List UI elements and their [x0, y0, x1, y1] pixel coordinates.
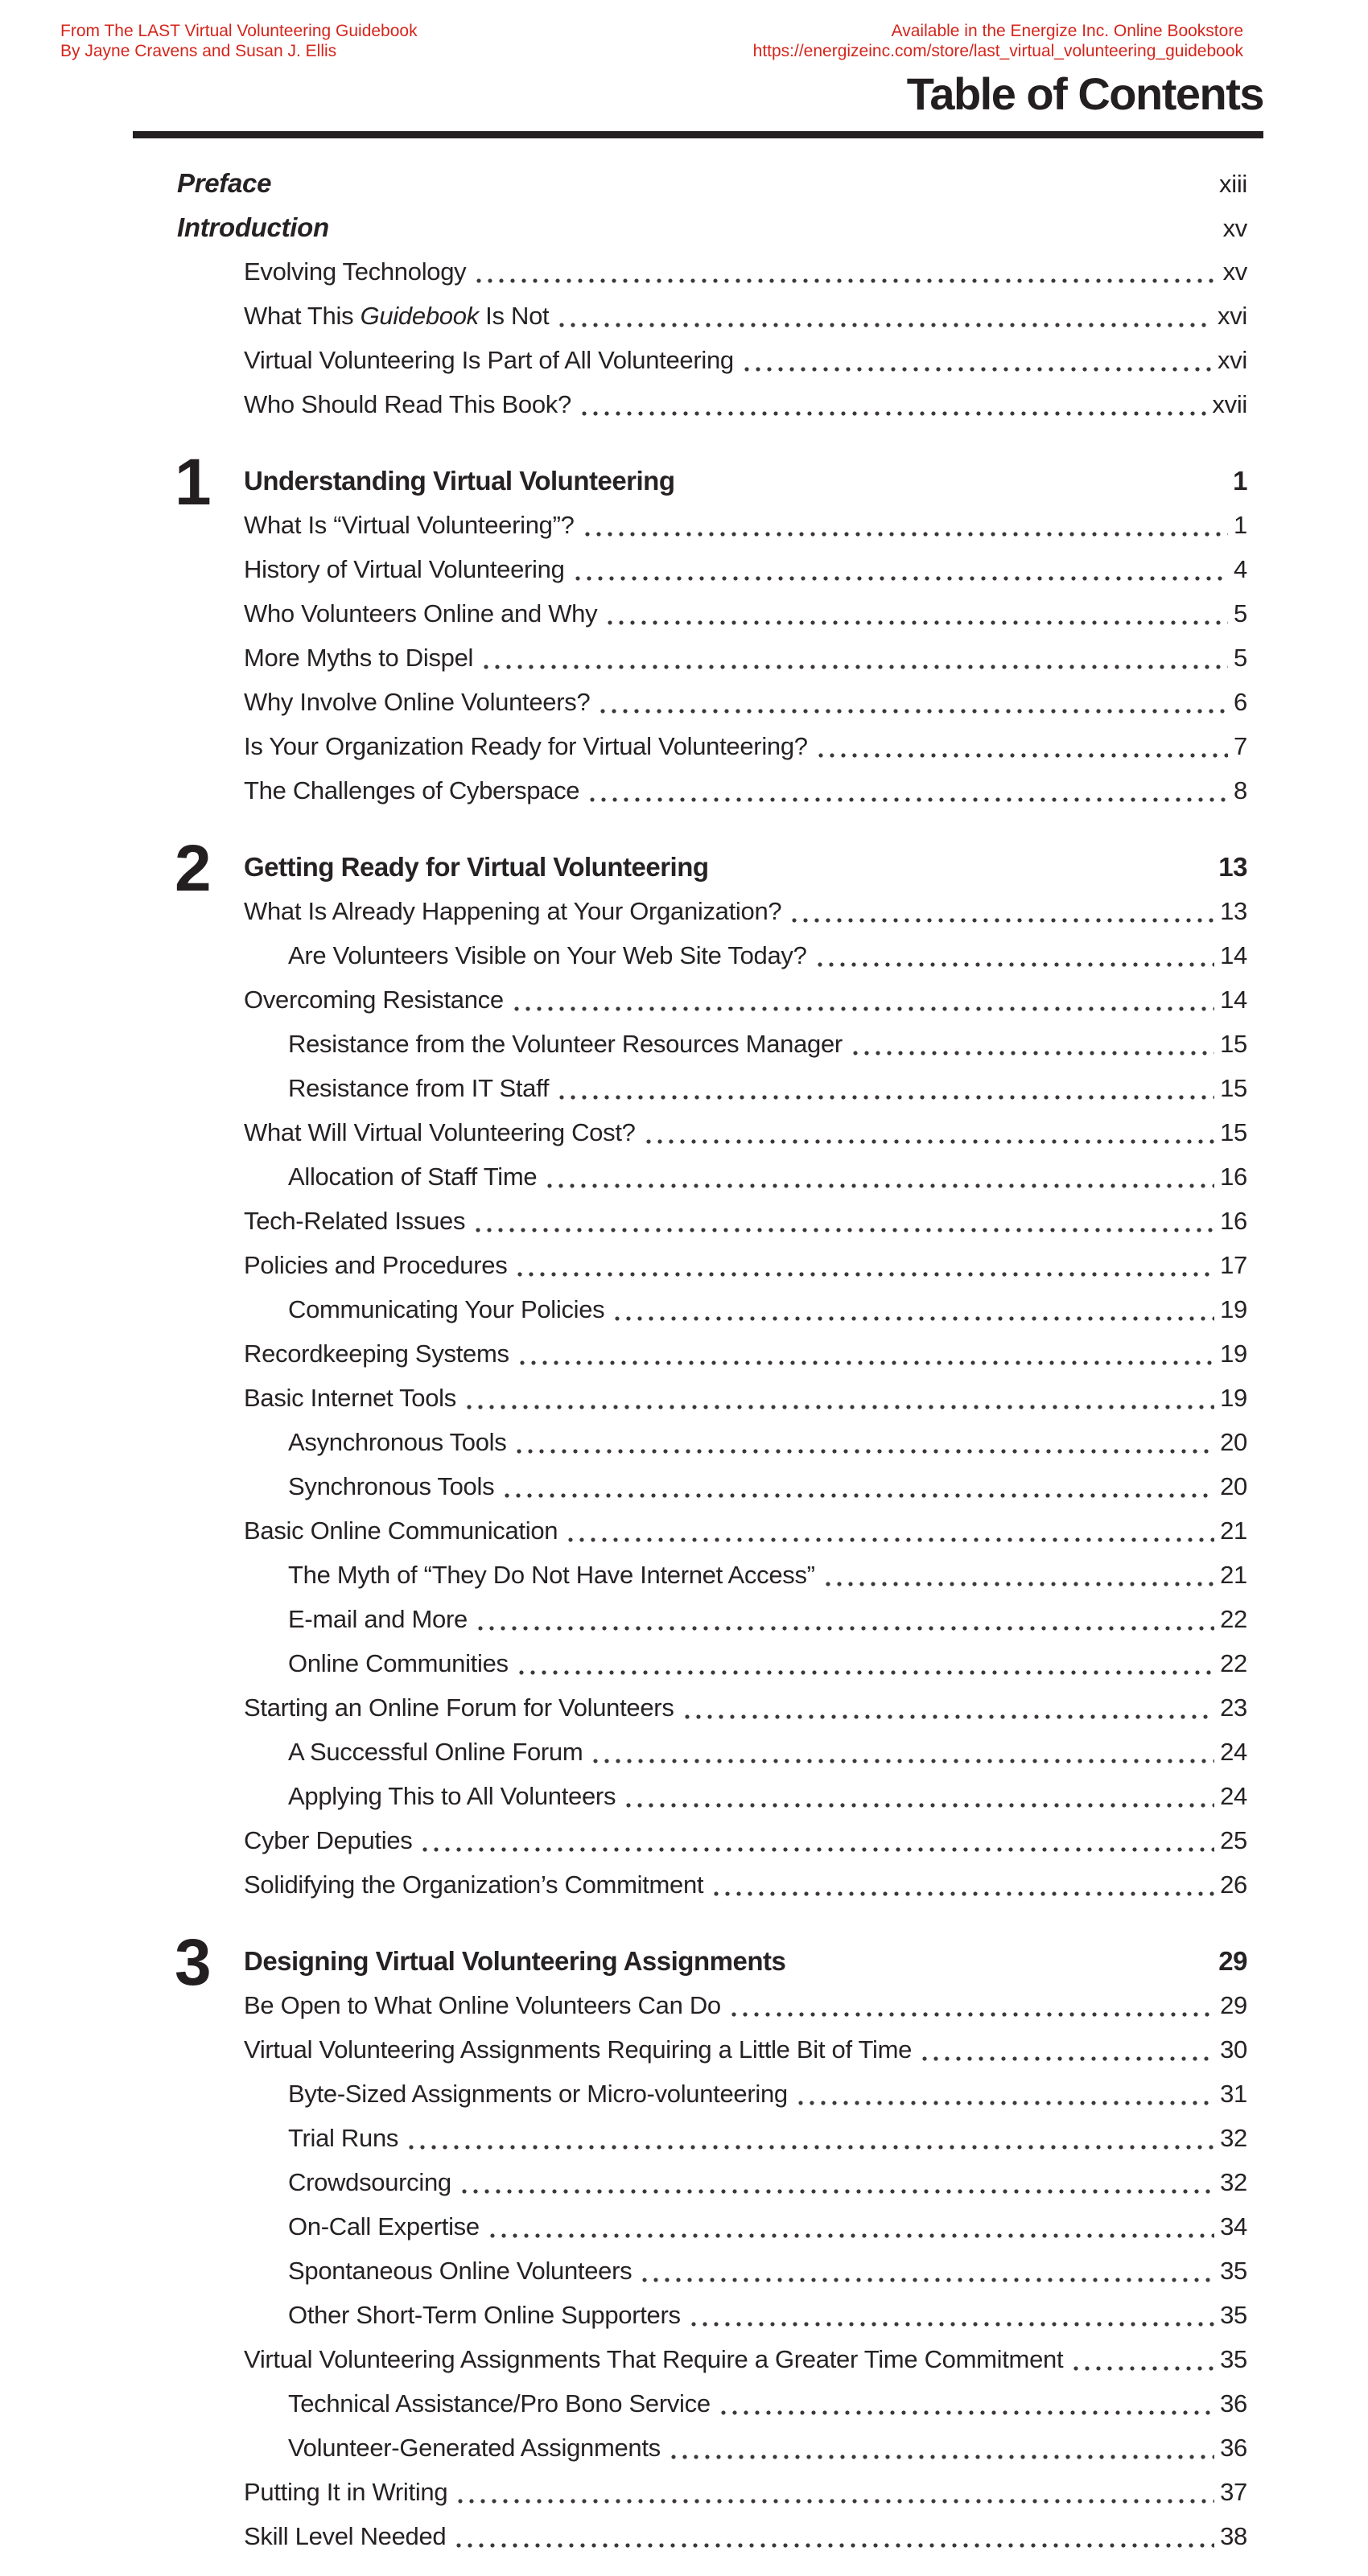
dot-leader [612, 1287, 1214, 1331]
entry-title: Skill Level Needed [244, 2522, 447, 2550]
entry-title: Understanding Virtual Volunteering [244, 466, 675, 496]
page-number: 15 [1220, 1074, 1247, 1102]
entry-title: What Is “Virtual Volunteering”? [244, 511, 575, 539]
page-number: 31 [1220, 2080, 1247, 2108]
toc-chapter-row [133, 832, 1247, 905]
dot-leader [643, 1110, 1215, 1154]
toc-entry-row [133, 1818, 1247, 1862]
page-number: 5 [1234, 644, 1247, 672]
toc-entry-row [133, 1066, 1247, 1110]
page-number: 35 [1220, 2301, 1247, 2329]
toc-entry-row [133, 1862, 1247, 1907]
page-number: xvi [1218, 346, 1247, 374]
toc-entry-row [133, 2072, 1247, 2116]
entry-title: Solidifying the Organization’s Commitment [244, 1870, 704, 1899]
toc-entry-row [133, 161, 1247, 205]
page-number: 4 [1234, 555, 1247, 583]
page-number: 1 [1234, 511, 1247, 539]
entry-title: Technical Assistance/Pro Bono Service [288, 2389, 711, 2418]
entry-title: What This Guidebook Is Not [244, 302, 550, 330]
entry-title: Introduction [177, 212, 329, 242]
dot-leader [472, 1199, 1214, 1243]
page-number: 35 [1220, 2257, 1247, 2285]
entry-title: Basic Online Communication [244, 1516, 558, 1545]
page-number: 13 [1218, 852, 1247, 882]
entry-title: A Successful Online Forum [288, 1738, 583, 1766]
toc-entry-row [133, 2293, 1247, 2337]
toc-entry-row [133, 1508, 1247, 1553]
attribution-line-2: By Jayne Cravens and Susan J. Ellis [60, 42, 337, 60]
dot-leader [1070, 2337, 1214, 2381]
page-number: 7 [1234, 732, 1247, 760]
page-number: 15 [1220, 1118, 1247, 1146]
entry-title: Why Involve Online Volunteers? [244, 688, 591, 716]
dot-leader [919, 2027, 1214, 2072]
toc-entry-row [133, 933, 1247, 977]
dot-leader [718, 2381, 1214, 2426]
dot-leader [741, 338, 1212, 382]
page-number: 21 [1220, 1516, 1247, 1545]
toc-entry-row [133, 1641, 1247, 1685]
page-number: 32 [1220, 2168, 1247, 2196]
entry-title: Cyber Deputies [244, 1826, 413, 1854]
toc-entry-row [133, 1553, 1247, 1597]
entry-title: Resistance from the Volunteer Resources Manager [288, 1030, 843, 1058]
entry-title: Getting Ready for Virtual Volunteering [244, 852, 709, 882]
dot-leader [514, 1243, 1214, 1287]
dot-leader [419, 1818, 1214, 1862]
dot-leader [475, 1597, 1214, 1641]
dot-leader [453, 2514, 1214, 2558]
page-number: 29 [1220, 1991, 1247, 2019]
entry-title: Designing Virtual Volunteering Assignments [244, 1946, 786, 1976]
entry-title: Who Volunteers Online and Why [244, 599, 598, 628]
toc-entry-row [133, 249, 1247, 294]
entry-title: The Challenges of Cyberspace [244, 776, 580, 804]
entry-title: Starting an Online Forum for Volunteers [244, 1693, 674, 1722]
dot-leader [501, 1464, 1214, 1508]
attribution-line-1: From The LAST Virtual Volunteering Guidebook [60, 22, 418, 40]
page-number: 13 [1220, 897, 1247, 925]
toc-entry-row [133, 1243, 1247, 1287]
entry-title: Applying This to All Volunteers [288, 1782, 616, 1810]
dot-leader [711, 1862, 1214, 1907]
toc-entry-row [133, 1022, 1247, 1066]
page-number: xvi [1218, 302, 1247, 330]
page-number: 19 [1220, 1339, 1247, 1368]
dot-leader [487, 2204, 1214, 2249]
page-number: 32 [1220, 2124, 1247, 2152]
dot-leader [455, 2470, 1214, 2514]
page-number: 20 [1220, 1428, 1247, 1456]
toc-entry-row [133, 1199, 1247, 1243]
toc-entry-row [133, 1597, 1247, 1641]
dot-leader [516, 1641, 1214, 1685]
bookstore-url-link[interactable]: https://energizeinc.com/store/last_virtual_volunteering_guidebook [752, 42, 1243, 60]
page-number: 29 [1218, 1946, 1247, 1976]
entry-title: Virtual Volunteering Assignments That Require a Greater Time Commitment [244, 2345, 1064, 2373]
entry-title: Spontaneous Online Volunteers [288, 2257, 632, 2285]
toc-entry-row [133, 1774, 1247, 1818]
bookstore-line: Available in the Energize Inc. Online Bookstore [891, 22, 1243, 40]
dot-leader [623, 1774, 1214, 1818]
toc-entry-row [133, 2426, 1247, 2470]
dot-leader [688, 2293, 1214, 2337]
toc-entry-row [133, 205, 1247, 249]
entry-title: Preface [177, 168, 272, 198]
page-number: 1 [1233, 466, 1247, 496]
toc-entry-row [133, 1287, 1247, 1331]
toc-entry-row [133, 1685, 1247, 1730]
dot-leader [814, 933, 1215, 977]
entry-title: Asynchronous Tools [288, 1428, 507, 1456]
dot-leader [582, 503, 1228, 547]
dot-leader [513, 1420, 1214, 1464]
dot-leader [728, 1983, 1214, 2027]
dot-leader [795, 2072, 1214, 2116]
page-number: 24 [1220, 1782, 1247, 1810]
toc-entry-row [133, 768, 1247, 813]
toc-entry-row [133, 724, 1247, 768]
entry-title: More Myths to Dispel [244, 644, 474, 672]
dot-leader [511, 977, 1214, 1022]
entry-title: Volunteer-Generated Assignments [288, 2434, 661, 2462]
dot-leader [822, 1553, 1214, 1597]
page-number: 36 [1220, 2389, 1247, 2418]
chapter-number: 3 [175, 1926, 209, 1999]
entry-title: What Will Virtual Volunteering Cost? [244, 1118, 636, 1146]
page-number: xvii [1212, 390, 1247, 418]
entry-title: The Myth of “They Do Not Have Internet Access” [288, 1561, 815, 1589]
entry-title: Allocation of Staff Time [288, 1162, 538, 1191]
toc-entry-row [133, 636, 1247, 680]
dot-leader [517, 1331, 1214, 1376]
page-number: 22 [1220, 1649, 1247, 1677]
dot-leader [590, 1730, 1214, 1774]
toc-entry-row [133, 977, 1247, 1022]
toc-entry-row [133, 338, 1247, 382]
page-number: 26 [1220, 1870, 1247, 1899]
page-number: 6 [1234, 688, 1247, 716]
toc-entry-row [133, 2381, 1247, 2426]
dot-leader [473, 249, 1217, 294]
dot-leader [556, 294, 1212, 338]
entry-title: Byte-Sized Assignments or Micro-volunteering [288, 2080, 788, 2108]
dot-leader [604, 591, 1228, 636]
entry-title: What Is Already Happening at Your Organization? [244, 897, 782, 925]
entry-title: Are Volunteers Visible on Your Web Site Today? [288, 941, 807, 969]
toc-entry-row [133, 1331, 1247, 1376]
page-number: 17 [1220, 1251, 1247, 1279]
dot-leader [597, 680, 1228, 724]
toc-entry-row [133, 1983, 1247, 2027]
entry-title: Virtual Volunteering Is Part of All Volunteering [244, 346, 734, 374]
toc-entry-row [133, 547, 1247, 591]
entry-title: On-Call Expertise [288, 2212, 480, 2241]
entry-title: Tech-Related Issues [244, 1207, 466, 1235]
entry-title: Be Open to What Online Volunteers Can Do [244, 1991, 721, 2019]
dot-leader [406, 2116, 1214, 2160]
title-rule [133, 131, 1263, 138]
entry-title: Online Communities [288, 1649, 509, 1677]
toc-entry-row [133, 2514, 1247, 2558]
toc-chapter-row [133, 446, 1247, 519]
dot-leader [815, 724, 1228, 768]
page-number: 36 [1220, 2434, 1247, 2462]
page-number: 8 [1234, 776, 1247, 804]
chapter-number: 2 [175, 832, 209, 905]
toc-entry-row [133, 1376, 1247, 1420]
dot-leader [556, 1066, 1214, 1110]
page-number: xv [1222, 257, 1247, 286]
toc-entry-row [133, 1110, 1247, 1154]
bookstore-info [753, 21, 1243, 61]
page-number: xiii [1219, 170, 1247, 198]
dot-leader [587, 768, 1228, 813]
dot-leader [459, 2160, 1214, 2204]
toc-entry-row [133, 1420, 1247, 1464]
entry-title: E-mail and More [288, 1605, 468, 1633]
toc-entry-row [133, 2116, 1247, 2160]
page-number: 15 [1220, 1030, 1247, 1058]
toc-entry-row [133, 294, 1247, 338]
toc-entry-row [133, 1730, 1247, 1774]
entry-title: Recordkeeping Systems [244, 1339, 509, 1368]
dot-leader [544, 1154, 1214, 1199]
toc-entry-row [133, 2204, 1247, 2249]
dot-leader [565, 1508, 1214, 1553]
toc-entry-row [133, 2470, 1247, 2514]
page-number: 16 [1220, 1162, 1247, 1191]
page-title: Table of Contents [906, 68, 1263, 119]
dot-leader [789, 889, 1214, 933]
toc-entry-row [133, 1154, 1247, 1199]
toc-entry-row [133, 680, 1247, 724]
entry-title: Other Short-Term Online Supporters [288, 2301, 681, 2329]
dot-leader [850, 1022, 1214, 1066]
dot-leader [639, 2249, 1214, 2293]
toc-entry-row [133, 591, 1247, 636]
toc-entry-row [133, 889, 1247, 933]
toc-entry-row [133, 1464, 1247, 1508]
entry-title: Virtual Volunteering Assignments Requiring a Little Bit of Time [244, 2035, 913, 2064]
page-number: 16 [1220, 1207, 1247, 1235]
page-number: 19 [1220, 1295, 1247, 1323]
toc-chapter-row [133, 1926, 1247, 1999]
entry-title: Putting It in Writing [244, 2478, 448, 2506]
page-number: 14 [1220, 941, 1247, 969]
page-number: 37 [1220, 2478, 1247, 2506]
toc-entry-row [133, 503, 1247, 547]
entry-title: Communicating Your Policies [288, 1295, 605, 1323]
toc-entry-row [133, 2249, 1247, 2293]
entry-title: Policies and Procedures [244, 1251, 508, 1279]
entry-title: Crowdsourcing [288, 2168, 451, 2196]
dot-leader [464, 1376, 1214, 1420]
page-number: 38 [1220, 2522, 1247, 2550]
toc-entries [133, 161, 1247, 2558]
dot-leader [668, 2426, 1214, 2470]
entry-title: Resistance from IT Staff [288, 1074, 550, 1102]
page-number: xv [1222, 214, 1247, 242]
page-number: 30 [1220, 2035, 1247, 2064]
entry-title: Synchronous Tools [288, 1472, 495, 1500]
page-number: 20 [1220, 1472, 1247, 1500]
dot-leader [579, 382, 1206, 426]
entry-title: Trial Runs [288, 2124, 399, 2152]
page-number: 23 [1220, 1693, 1247, 1722]
page-number: 25 [1220, 1826, 1247, 1854]
entry-title: Basic Internet Tools [244, 1384, 456, 1412]
entry-title: Overcoming Resistance [244, 986, 504, 1014]
chapter-number: 1 [175, 446, 209, 519]
page-number: 35 [1220, 2345, 1247, 2373]
page-number: 21 [1220, 1561, 1247, 1589]
entry-title: Evolving Technology [244, 257, 467, 286]
toc-entry-row [133, 382, 1247, 426]
source-attribution [60, 21, 418, 61]
dot-leader [682, 1685, 1215, 1730]
page-number: 19 [1220, 1384, 1247, 1412]
page-number: 5 [1234, 599, 1247, 628]
entry-title: History of Virtual Volunteering [244, 555, 565, 583]
page-number: 34 [1220, 2212, 1247, 2241]
toc-entry-row [133, 2337, 1247, 2381]
page-number: 24 [1220, 1738, 1247, 1766]
page-number: 22 [1220, 1605, 1247, 1633]
dot-leader [572, 547, 1229, 591]
toc-entry-row [133, 2160, 1247, 2204]
toc-entry-row [133, 2027, 1247, 2072]
entry-title: Is Your Organization Ready for Virtual Volunteering? [244, 732, 808, 760]
page-number: 14 [1220, 986, 1247, 1014]
dot-leader [480, 636, 1228, 680]
entry-title: Who Should Read This Book? [244, 390, 571, 418]
